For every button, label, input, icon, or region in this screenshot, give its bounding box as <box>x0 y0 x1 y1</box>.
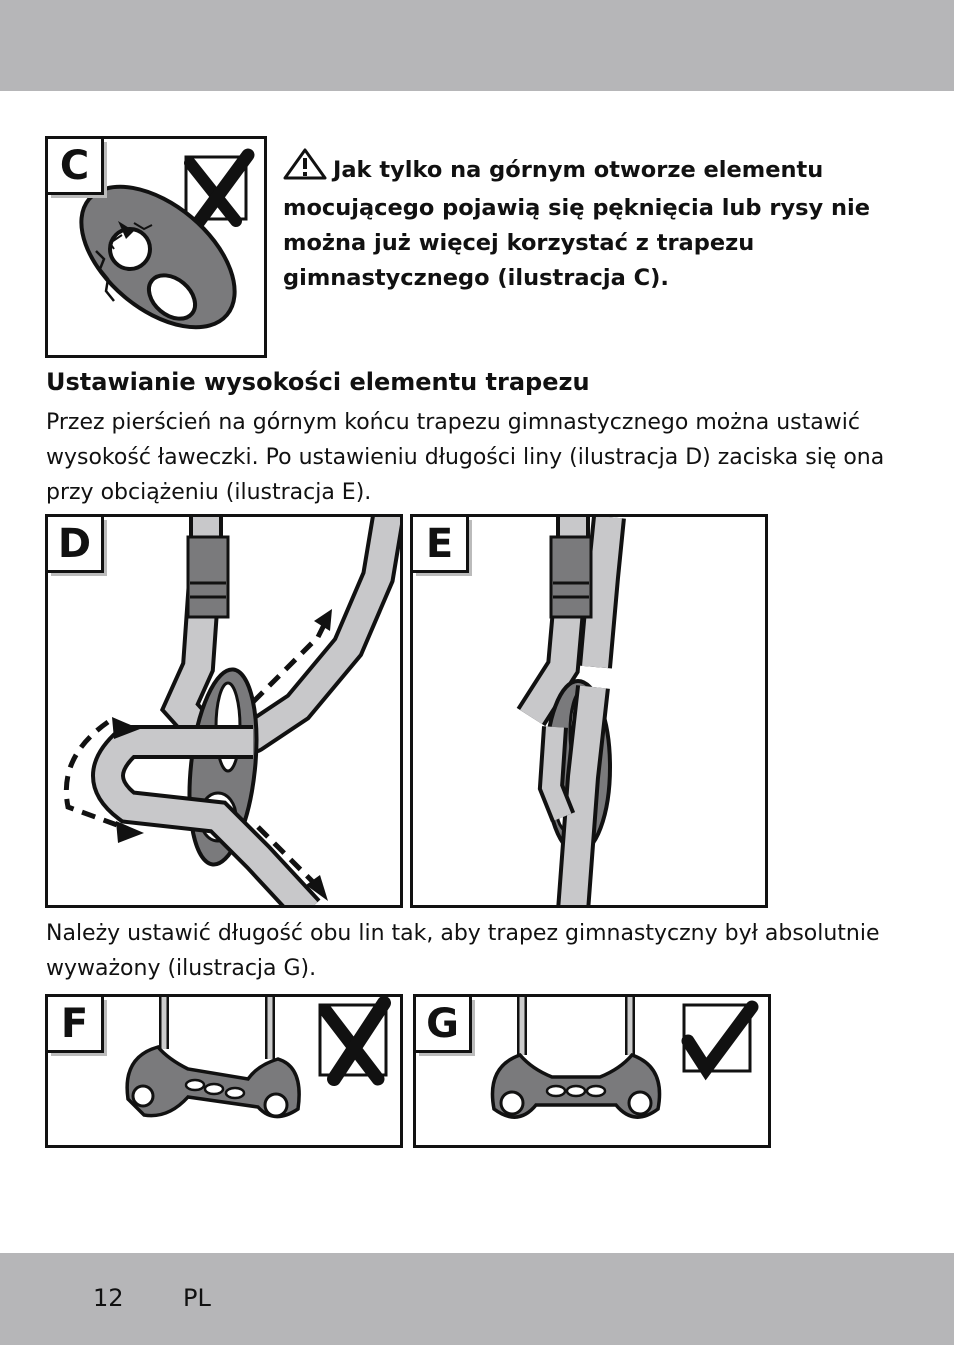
warning-text <box>283 148 923 296</box>
warning-message: Jak tylko na górnym otworze elementu mocującego pojawią się pęknięcia lub rysy nie można już więcej korzystać z trapezu gimnastycznego (ilustracja C). <box>283 157 871 291</box>
figure-d-label: D <box>48 517 104 573</box>
cross-mark-icon <box>320 1003 386 1079</box>
check-mark-icon <box>684 1005 752 1071</box>
unbalanced-trapeze-drawing <box>127 997 299 1117</box>
warning-triangle-icon <box>283 148 327 191</box>
paragraph-2: Należy ustawić długość obu lin tak, aby trapez gimnastyczny był absolutnie wyważony (ilustracja G). <box>46 921 880 981</box>
cross-mark-icon <box>186 155 248 223</box>
header-band <box>0 0 954 91</box>
figure-f <box>45 994 403 1148</box>
figure-d <box>45 514 403 908</box>
paragraph-1: Przez pierścień na górnym końcu trapezu gimnastycznego można ustawić wysokość ławeczki. Po ustawieniu długości liny (ilustracja D) zaciska się ona przy obciążeniu (ilustracja E). <box>46 410 885 505</box>
section-heading: Ustawianie wysokości elementu trapezu <box>46 368 590 396</box>
footer-band <box>0 1253 954 1345</box>
figure-f-label: F <box>48 997 104 1053</box>
rope-tightened-drawing <box>531 517 610 908</box>
figure-c-label: C <box>48 139 104 195</box>
balanced-trapeze-drawing <box>492 997 659 1117</box>
figure-e <box>410 514 768 908</box>
figure-c <box>45 136 267 358</box>
figure-e-label: E <box>413 517 469 573</box>
figure-g-label: G <box>416 997 472 1053</box>
language-code: PL <box>183 1284 211 1312</box>
figure-g <box>413 994 771 1148</box>
page-number: 12 <box>93 1284 124 1312</box>
rope-loop-drawing <box>108 517 388 908</box>
